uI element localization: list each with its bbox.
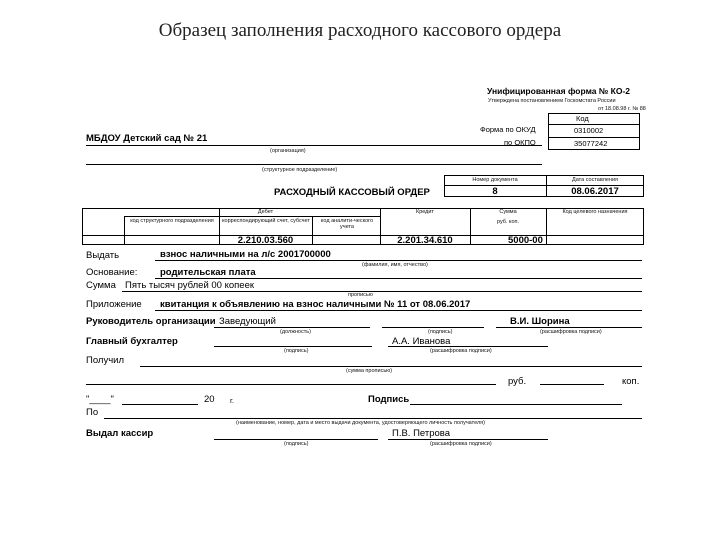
issue-label: Выдать — [86, 250, 120, 261]
sum-label: Сумма — [499, 209, 517, 215]
subdivision-caption: (структурное подразделение) — [262, 167, 338, 173]
doc-caption: (наименование, номер, дата и место выдачи документа, удостоверяющего личность получателя) — [236, 420, 485, 426]
received-label: Получил — [86, 355, 124, 366]
cashier-label: Выдал кассир — [86, 428, 154, 439]
organization-caption: (организация) — [270, 148, 306, 154]
organization-name: МБДОУ Детский сад № 21 — [86, 133, 208, 144]
rub-label: руб. — [508, 376, 527, 387]
sum-words-caption-2: (сумма прописью) — [346, 368, 393, 374]
basis-label: Основание: — [86, 267, 138, 278]
year-label: 20 — [204, 394, 215, 405]
cashier-signature-caption: (подпись) — [284, 441, 309, 447]
head-signature-caption: (подпись) — [428, 329, 453, 335]
head-name: В.И. Шорина — [510, 316, 570, 327]
accountant-signature-caption: (подпись) — [284, 348, 309, 354]
head-position-caption: (должность) — [280, 329, 311, 335]
cashier-name: П.В. Петрова — [392, 428, 451, 439]
okpo-label: по ОКПО — [504, 138, 536, 147]
date-quote: "____" — [86, 394, 114, 405]
year-suffix: г. — [230, 396, 234, 405]
debit-label: Дебет — [257, 209, 274, 215]
cashier-decode-caption: (расшифровка подписи) — [430, 441, 492, 447]
subdiv-code-label: код структурного подразделения — [130, 218, 214, 224]
signature-label: Подпись — [368, 394, 410, 405]
credit-value: 2.201.34.610 — [397, 235, 453, 246]
sum-words-value: Пять тысяч рублей 00 копеек — [125, 280, 255, 291]
basis-value: родительская плата — [160, 267, 256, 278]
okpo-value: 35077242 — [574, 139, 608, 148]
doc-number-label: Номер документа — [472, 177, 518, 183]
analytics-label: код аналити-ческого учета — [320, 218, 374, 230]
code-label: Код — [576, 114, 589, 123]
order-date: 08.06.2017 — [571, 186, 619, 197]
corr-account-value: 2.210.03.560 — [237, 235, 294, 246]
date-label: Дата составления — [572, 177, 618, 183]
kop-label: коп. — [622, 376, 640, 387]
purpose-code-label: Код целевого назначения — [562, 209, 628, 215]
sum-unit: руб. коп. — [496, 219, 520, 225]
accountant-name: А.А. Иванова — [392, 336, 451, 347]
accountant-label: Главный бухгалтер — [86, 336, 178, 347]
head-decode-caption: (расшифровка подписи) — [540, 329, 602, 335]
sum-words-caption: прописью — [348, 292, 373, 298]
issue-caption: (фамилия, имя, отчество) — [362, 262, 428, 268]
okud-value: 0310002 — [574, 126, 604, 135]
head-label: Руководитель организации — [86, 316, 216, 327]
issue-value: взнос наличными на л/с 2001700000 — [160, 249, 331, 260]
attachment-label: Приложение — [86, 299, 142, 310]
accountant-decode-caption: (расшифровка подписи) — [430, 348, 492, 354]
doc-number: 8 — [492, 186, 498, 197]
attachment-value: квитанция к объявлению на взнос наличными № 11 от 08.06.2017 — [160, 299, 471, 310]
sum-words-label: Сумма — [86, 280, 116, 291]
page-title: Образец заполнения расходного кассового ордера — [158, 20, 562, 41]
corr-account-label: корреспондирующий счет, субсчет — [222, 218, 310, 224]
credit-label: Кредит — [415, 209, 434, 215]
approved-line-2: от 18.08.98 г. № 88 — [598, 106, 646, 112]
approved-line-1: Утверждена постановлением Госкомстата России — [488, 98, 616, 104]
sum-value: 5000-00 — [508, 235, 543, 246]
okud-label: Форма по ОКУД — [480, 125, 536, 134]
unified-form-label: Унифицированная форма № КО-2 — [487, 86, 631, 96]
order-title: РАСХОДНЫЙ КАССОВЫЙ ОРДЕР — [274, 187, 430, 198]
head-position: Заведующий — [219, 316, 276, 327]
by-label: По — [86, 407, 99, 418]
